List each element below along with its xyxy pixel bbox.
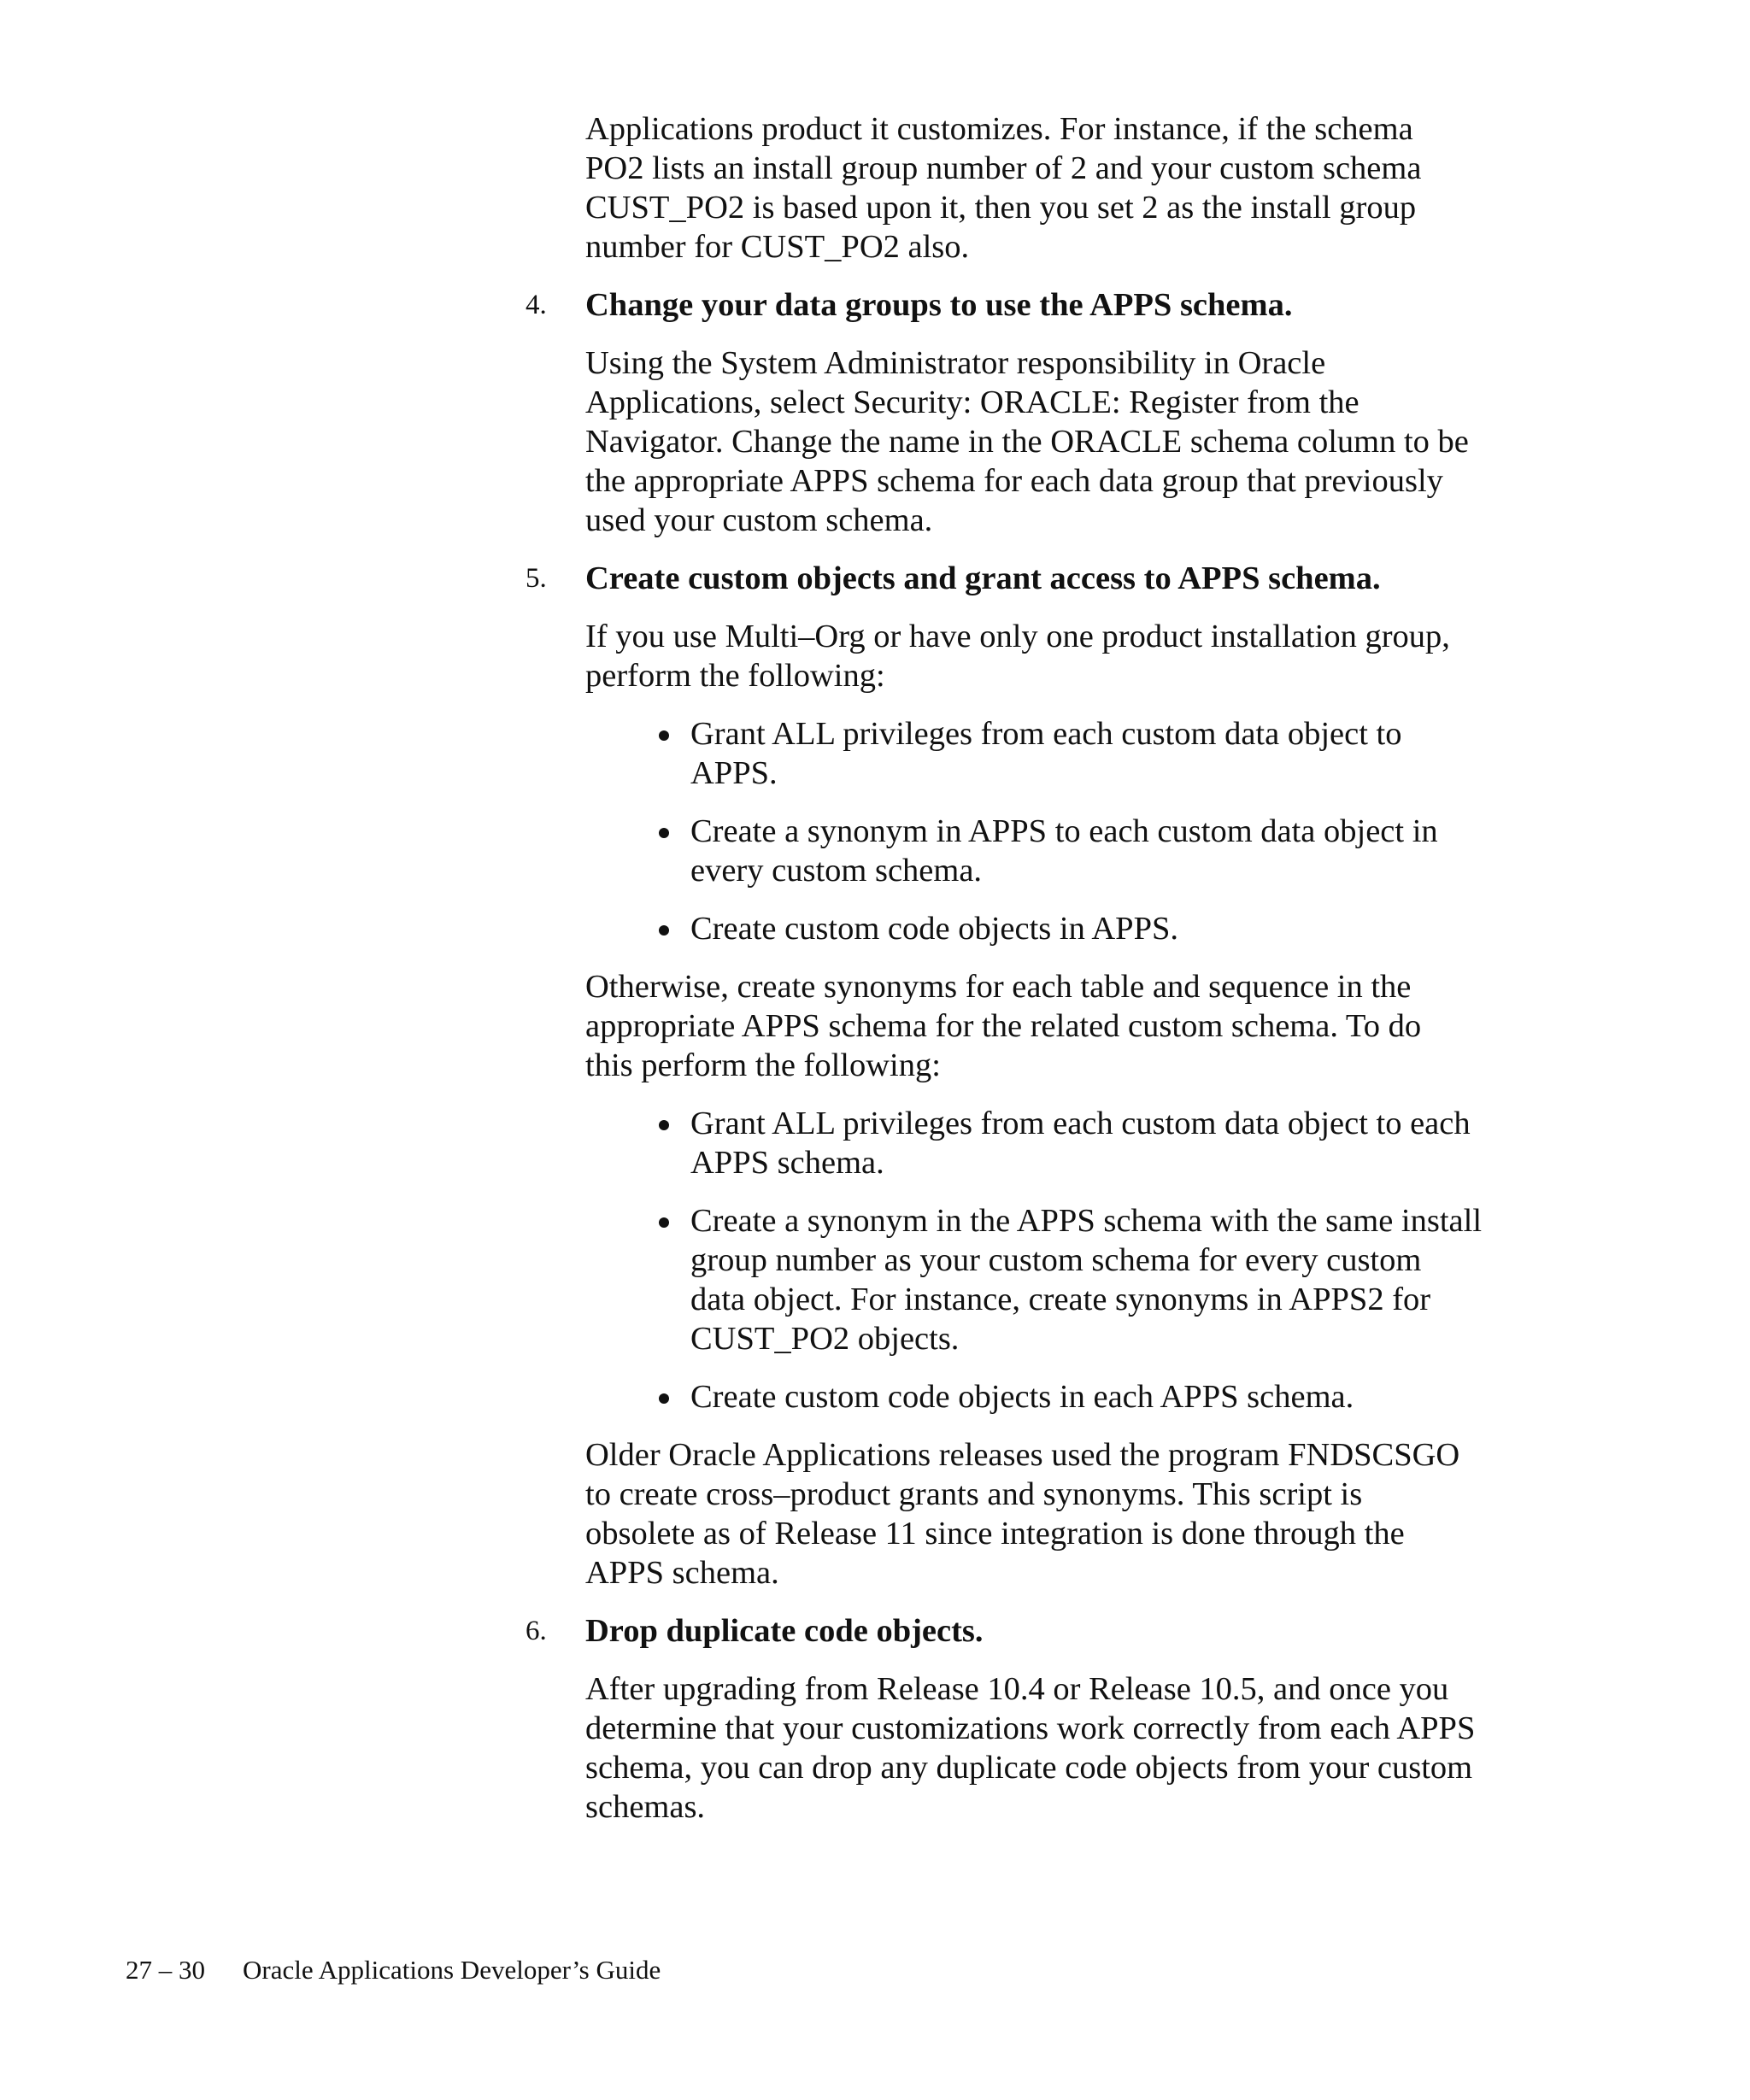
text-line: APPS schema. — [690, 1145, 884, 1181]
text-line: Using the System Administrator responsibility in Oracle — [585, 345, 1326, 381]
text-line: Older Oracle Applications releases used the program FNDSCSGO — [585, 1437, 1460, 1473]
step-title: Create custom objects and grant access to APPS schema. — [585, 560, 1381, 596]
bullet-icon — [659, 1120, 669, 1130]
text-line: the appropriate APPS schema for each data group that previously — [585, 463, 1443, 499]
bullet-item — [690, 1104, 1585, 1182]
bullet-item — [690, 714, 1585, 793]
step-6-heading — [526, 1611, 1585, 1651]
text-line: number for CUST_PO2 also. — [585, 229, 970, 265]
step-5-paragraph-2 — [585, 967, 1585, 1085]
step-6-paragraph — [585, 1669, 1585, 1827]
text-line: Applications product it customizes. For instance, if the schema — [585, 111, 1413, 147]
text-line: Applications, select Security: ORACLE: Register from the — [585, 384, 1359, 420]
bullet-icon — [659, 925, 669, 936]
step-number: 6. — [526, 1616, 547, 1646]
step-5-paragraph-1 — [585, 617, 1585, 695]
text-line: obsolete as of Release 11 since integration is done through the — [585, 1516, 1405, 1552]
text-line: APPS. — [690, 755, 778, 791]
bullet-icon — [659, 730, 669, 741]
step-number: 5. — [526, 563, 547, 594]
step-4-heading — [526, 285, 1585, 325]
page-footer — [126, 1955, 661, 1986]
text-line: Navigator. Change the name in the ORACLE schema column to be — [585, 424, 1469, 460]
step-5-heading — [526, 559, 1585, 598]
book-title: Oracle Applications Developer’s Guide — [243, 1955, 661, 1985]
text-line: this perform the following: — [585, 1047, 941, 1083]
step-number: 4. — [526, 290, 547, 320]
text-line: data object. For instance, create synonyms in APPS2 for — [690, 1282, 1431, 1317]
bullet-list-1 — [585, 714, 1585, 948]
text-line: Create custom code objects in each APPS schema. — [690, 1379, 1354, 1415]
text-line: Create a synonym in the APPS schema with the same install — [690, 1203, 1483, 1239]
text-line: schemas. — [585, 1789, 706, 1825]
page-number: 27 – 30 — [126, 1955, 205, 1985]
text-line: APPS schema. — [585, 1555, 779, 1591]
text-line: CUST_PO2 objects. — [690, 1321, 960, 1357]
text-line: PO2 lists an install group number of 2 and your custom schema — [585, 150, 1422, 186]
text-line: group number as your custom schema for every custom — [690, 1242, 1422, 1278]
text-line: determine that your customizations work correctly from each APPS — [585, 1710, 1476, 1746]
bullet-item — [690, 1201, 1585, 1358]
text-line: schema, you can drop any duplicate code objects from your custom — [585, 1750, 1473, 1786]
step-title: Drop duplicate code objects. — [585, 1613, 984, 1649]
text-line: CUST_PO2 is based upon it, then you set 2 as the install group — [585, 190, 1417, 226]
step-5-paragraph-3 — [585, 1435, 1585, 1593]
intro-paragraph — [585, 109, 1585, 267]
bullet-item — [690, 1377, 1585, 1417]
text-line: If you use Multi–Org or have only one product installation group, — [585, 619, 1450, 654]
bullet-item — [690, 909, 1585, 948]
text-line: perform the following: — [585, 658, 885, 694]
text-line: to create cross–product grants and synonyms. This script is — [585, 1476, 1363, 1512]
text-line: every custom schema. — [690, 853, 983, 889]
bullet-list-2 — [585, 1104, 1585, 1417]
step-4-paragraph — [585, 343, 1585, 540]
step-title: Change your data groups to use the APPS schema. — [585, 287, 1293, 323]
text-line: Grant ALL privileges from each custom data object to — [690, 716, 1402, 752]
text-line: appropriate APPS schema for the related custom schema. To do — [585, 1008, 1422, 1044]
text-line: After upgrading from Release 10.4 or Release 10.5, and once you — [585, 1671, 1449, 1707]
document-body — [526, 109, 1585, 1845]
bullet-icon — [659, 1393, 669, 1404]
text-line: used your custom schema. — [585, 502, 933, 538]
text-line: Otherwise, create synonyms for each table and sequence in the — [585, 969, 1412, 1005]
text-line: Create a synonym in APPS to each custom data object in — [690, 813, 1438, 849]
bullet-icon — [659, 1217, 669, 1228]
bullet-item — [690, 812, 1585, 890]
text-line: Grant ALL privileges from each custom data object to each — [690, 1106, 1471, 1141]
bullet-icon — [659, 828, 669, 838]
text-line: Create custom code objects in APPS. — [690, 911, 1179, 947]
